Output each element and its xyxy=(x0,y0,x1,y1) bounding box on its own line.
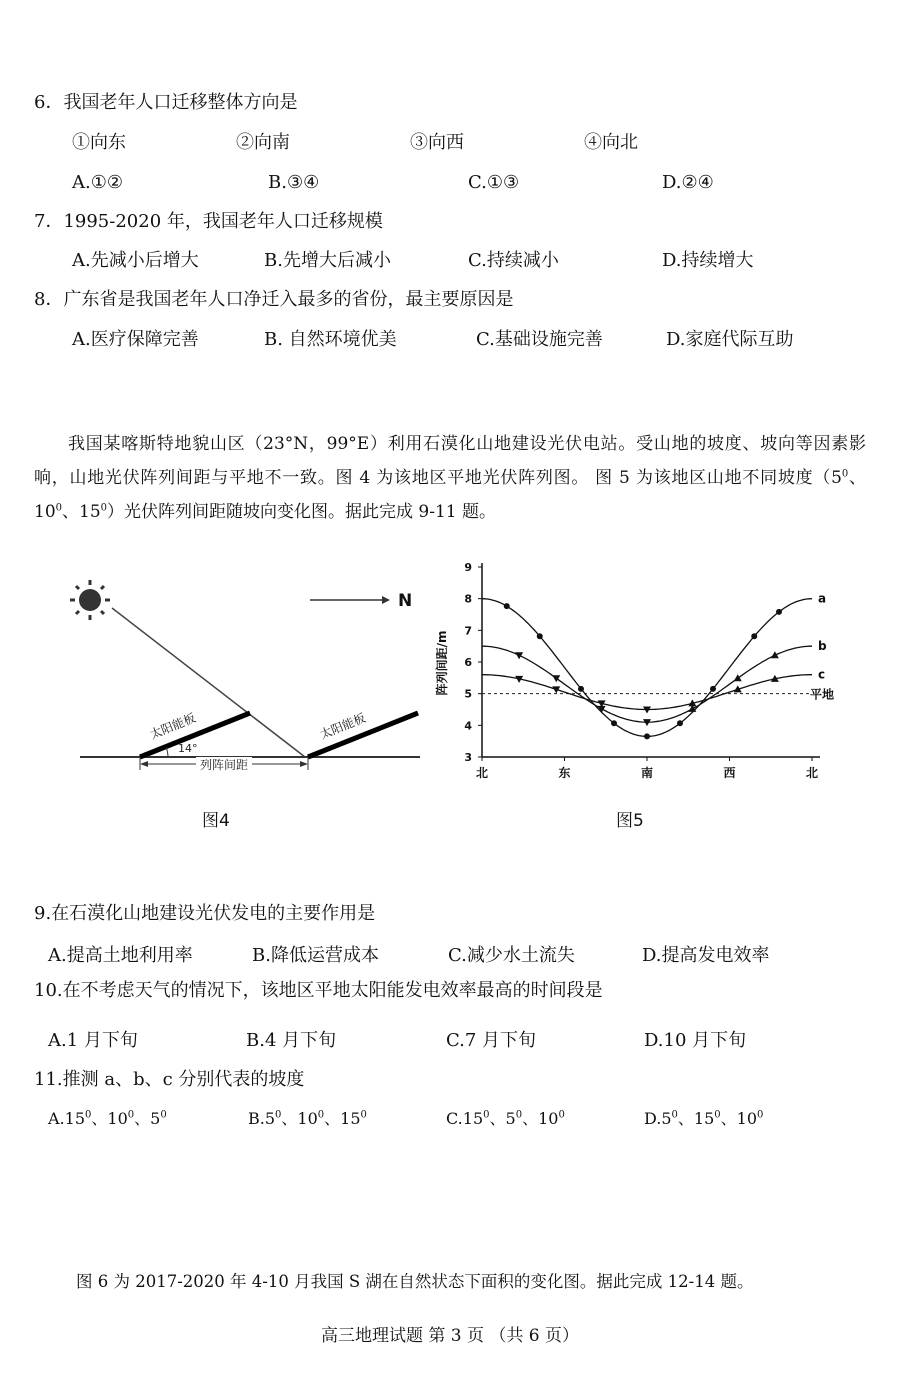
q9-option-d: D.提高发电效率 xyxy=(642,945,770,966)
figure-5-chart xyxy=(434,556,844,788)
fig5-series-b-point xyxy=(552,675,560,682)
q7-option-b: B.先增大后减小 xyxy=(264,250,391,271)
fig5-series-c-line xyxy=(482,675,812,710)
solar-panel-label-2: 太阳能板 xyxy=(317,710,368,742)
fig5-series-a-point xyxy=(776,609,782,615)
figure-4-diagram xyxy=(60,570,430,780)
fig5-series-a-point xyxy=(751,633,757,639)
fig5-series-a-point xyxy=(677,720,683,726)
fig5-series-a-point xyxy=(710,686,716,692)
q8-option-d: D.家庭代际互助 xyxy=(666,329,794,350)
fig5-y-tick-label: 8 xyxy=(464,592,472,606)
spacing-label: 列阵间距 xyxy=(199,758,249,772)
fig5-x-tick-label: 东 xyxy=(558,766,571,780)
fig5-series-a-point xyxy=(611,720,617,726)
fig5-x-tick-label: 西 xyxy=(723,766,736,780)
q10-option-a: A.1 月下旬 xyxy=(48,1030,138,1051)
sun-ray-line xyxy=(112,608,305,757)
fig5-flat-label: 平地 xyxy=(810,687,835,702)
fig5-y-tick-label: 5 xyxy=(464,687,472,701)
q6-option-d: D.②④ xyxy=(662,172,714,193)
fig5-series-b-point xyxy=(515,652,523,659)
fig5-y-tick-label: 9 xyxy=(464,561,472,574)
fig5-series-a-point xyxy=(504,603,510,609)
fig5-series-a-point xyxy=(644,733,650,739)
q6-option-c: C.①③ xyxy=(468,172,520,193)
q9-option-c: C.减少水土流失 xyxy=(448,945,575,966)
figure-5-caption: 图5 xyxy=(616,811,644,831)
fig5-series-a-label: a xyxy=(818,591,827,606)
q10-option-d: D.10 月下旬 xyxy=(644,1030,747,1051)
question-6-stem: 6．我国老年人口迁移整体方向是 xyxy=(34,92,298,113)
spacing-arrow-left-head xyxy=(140,761,148,767)
q6-item-4: ④向北 xyxy=(584,132,638,153)
q6-item-3: ③向西 xyxy=(410,132,464,153)
sun-icon xyxy=(70,580,110,620)
fig5-series-b-point xyxy=(734,674,742,681)
fig5-series-b-label: b xyxy=(818,639,827,654)
solar-panel-label-1: 太阳能板 xyxy=(147,710,198,742)
fig5-y-axis-label: 阵列间距/m xyxy=(435,630,449,696)
q6-item-2: ②向南 xyxy=(236,132,290,153)
fig5-y-tick-label: 7 xyxy=(464,624,472,638)
material-paragraph: 我国某喀斯特地貌山区（23°N，99°E）利用石漠化山地建设光伏电站。受山地的坡度、坡向等因素影响，山地光伏阵列间距与平地不一致。图 4 为该地区平地光伏阵列图。 图 5 为该地区山地不同坡度（$5^0$、$10^0$、$15^0$）光伏阵列间距随坡向变化图。据此完成 9-11 题。 xyxy=(34,434,866,522)
fig5-y-tick-label: 4 xyxy=(464,719,472,733)
spacing-arrow-right-head xyxy=(300,761,308,767)
fig5-series-a-point xyxy=(537,633,543,639)
q6-option-b: B.③④ xyxy=(268,172,320,193)
q6-item-1: ①向东 xyxy=(72,132,126,153)
q7-option-c: C.持续减小 xyxy=(468,250,559,271)
q11-option-c: $C.15^0$、$5^0$、$10^0$ xyxy=(446,1109,565,1128)
q6-option-a: A.①② xyxy=(72,172,123,193)
fig5-y-tick-label: 6 xyxy=(464,656,472,669)
q7-option-a: A.先减小后增大 xyxy=(72,250,199,271)
question-9-stem: 9.在石漠化山地建设光伏发电的主要作用是 xyxy=(34,903,376,924)
fig5-series-a-point xyxy=(578,686,584,692)
question-8-stem: 8．广东省是我国老年人口净迁入最多的省份，最主要原因是 xyxy=(34,289,514,310)
figure-4-caption: 图4 xyxy=(202,811,230,831)
fig5-series-c-label: c xyxy=(818,667,826,682)
fig5-y-tick-label: 3 xyxy=(464,751,472,764)
fig5-x-tick-label: 北 xyxy=(475,766,489,780)
question-10-stem: 10.在不考虑天气的情况下，该地区平地太阳能发电效率最高的时间段是 xyxy=(34,980,603,1001)
q11-option-a: $A.15^0$、$10^0$、$5^0$ xyxy=(48,1109,167,1128)
north-arrow-head xyxy=(382,596,390,604)
question-7-stem: 7．1995-2020 年，我国老年人口迁移规模 xyxy=(34,211,383,232)
q9-option-a: A.提高土地利用率 xyxy=(48,945,193,966)
angle-label: 14° xyxy=(178,742,198,755)
q11-option-b: $B.5^0$、$10^0$、$15^0$ xyxy=(248,1109,367,1128)
fig5-x-tick-label: 北 xyxy=(805,766,819,780)
question-11-stem: 11.推测 a、b、c 分别代表的坡度 xyxy=(34,1069,305,1090)
q10-option-c: C.7 月下旬 xyxy=(446,1030,537,1051)
fig5-x-tick-label: 南 xyxy=(640,766,654,780)
fig5-series-b-point xyxy=(771,651,779,658)
north-label: N xyxy=(398,591,413,611)
q8-option-a: A.医疗保障完善 xyxy=(72,329,199,350)
fig5-series-a-line xyxy=(482,599,812,737)
q10-option-b: B.4 月下旬 xyxy=(246,1030,337,1051)
q8-option-c: C.基础设施完善 xyxy=(476,329,603,350)
next-material-text: 图 6 为 2017-2020 年 4-10 月我国 S 湖在自然状态下面积的变化图。据此完成 12-14 题。 xyxy=(76,1272,754,1291)
q8-option-b: B. 自然环境优美 xyxy=(264,329,397,350)
q7-option-d: D.持续增大 xyxy=(662,250,754,271)
page-footer: 高三地理试题 第 3 页 （共 6 页） xyxy=(320,1326,580,1346)
q11-option-d: $D.5^0$、$15^0$、$10^0$ xyxy=(644,1109,764,1128)
q9-option-b: B.降低运营成本 xyxy=(252,945,379,966)
